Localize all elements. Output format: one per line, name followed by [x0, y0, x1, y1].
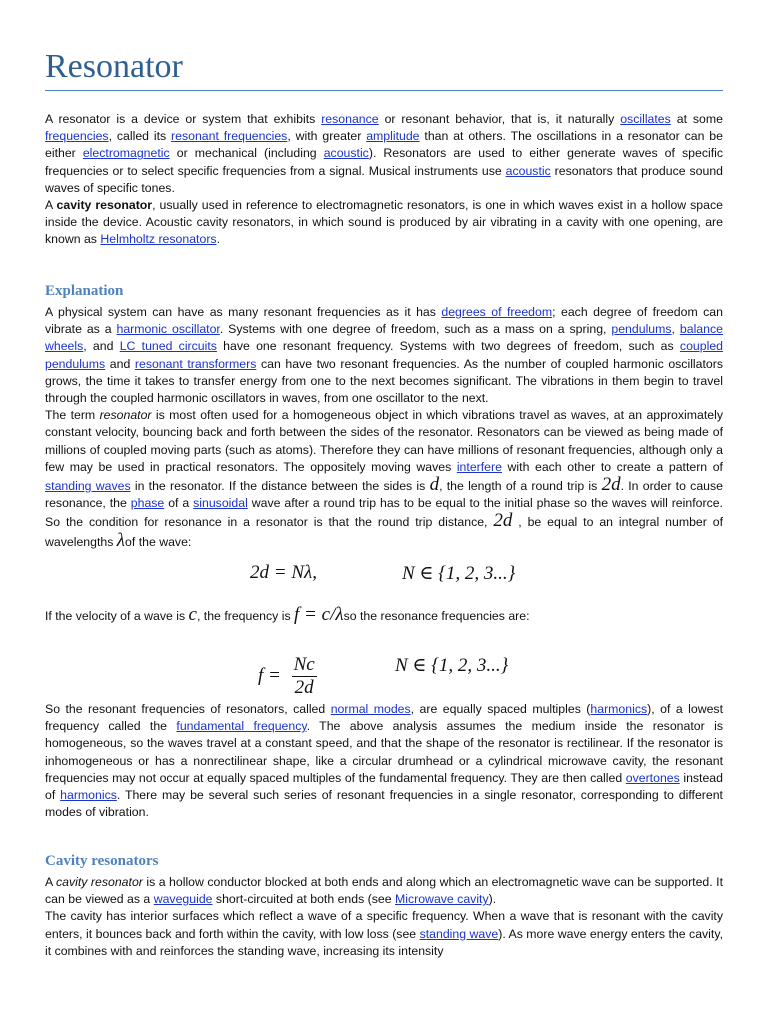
bold-term: cavity resonator: [56, 198, 153, 213]
fraction-numerator: Nc: [293, 654, 315, 675]
text-run: , called its: [108, 129, 172, 144]
link-acoustic[interactable]: acoustic: [323, 146, 369, 161]
cavity-paragraph-1: [45, 874, 723, 908]
explanation-paragraph-2: [45, 407, 723, 551]
equation-n-set-2: [395, 654, 508, 677]
text-run: or resonant behavior, that is, it naturally: [378, 112, 621, 126]
link-sinusoidal[interactable]: sinusoidal: [193, 496, 248, 511]
text-run: . The above analysis assumes the medium inside the resonator is homogeneous, so the waves travel at a constant speed, and that the shape of the resonator is rectilinear. If the resonator is inhomogeneous or has a nonrectilinear shape, like a circular drumhead or a cylindrical microwave cavity, the resonant frequencies may not occur at equally spaced multiples of the fundamental frequency. They are then called: [45, 719, 723, 785]
text-run: or mechanical (including: [169, 146, 324, 161]
text-run: ), of a lowest frequency called the: [45, 702, 723, 734]
text-run: A resonator is a device or system that exhibits: [45, 112, 322, 126]
text-run: , are equally spaced multiples (: [410, 702, 591, 716]
text-run: , usually used in reference to electromagnetic resonators, is one in which waves exist in a hollow space inside the device. Acoustic cavity resonators, in which sound is produced by air vibrating in a cavity with one opening, are known as: [45, 198, 723, 247]
text-run: , with greater: [287, 129, 367, 144]
link-standing-wave[interactable]: standing wave: [419, 926, 499, 941]
explanation-section: [45, 304, 723, 551]
text-run: A physical system can have as many resonant frequencies as it has: [45, 305, 442, 319]
fraction: [292, 654, 317, 699]
text-run: , and: [83, 339, 120, 354]
text-run: The term: [45, 408, 100, 423]
text-run: ).: [488, 892, 497, 907]
equation-right-2: N ∈ {1, 2, 3...}: [395, 655, 509, 676]
text-run: ,: [671, 322, 680, 337]
velocity-text-post: so the resonance frequencies are:: [343, 609, 530, 623]
text-run: than at others. The oscillations in a resonator can be either: [45, 129, 723, 161]
text-run: can have two resonant frequencies. As the number of coupled harmonic oscillators grows, the time it takes to transfer energy from one to the next becomes significant. The vibrations in them begin to travel through the coupled harmonic oscillators in waves, from one oscillator to the next.: [45, 356, 723, 406]
link-microwave-cavity[interactable]: Microwave cavity: [395, 892, 489, 907]
text-run: of a: [164, 496, 194, 511]
equation-right: N ∈ {1, 2, 3...}: [402, 563, 516, 584]
velocity-text-mid: , the frequency is: [196, 609, 295, 623]
text-run: wave after a round trip has to be equal to the initial phase so the waves will reinforce. So the condition for resonance in a resonator is that the round trip distance,: [45, 496, 723, 530]
link-phase[interactable]: phase: [130, 496, 165, 511]
section-heading-explanation: Explanation: [45, 283, 124, 299]
equation-left: 2d = Nλ,: [250, 562, 317, 583]
italic-term: resonator: [99, 408, 152, 423]
link-acoustic[interactable]: acoustic: [505, 163, 551, 178]
text-run: , be equal to an integral number of wavelengths: [45, 515, 723, 549]
cavity-section: [45, 874, 723, 960]
link-standing-waves[interactable]: standing waves: [45, 479, 131, 494]
text-run: is a hollow conductor blocked at both ends and along which an electromagnetic wave can be supported. It can be viewed as a: [45, 875, 724, 907]
page-title: Resonator: [45, 48, 183, 85]
link-overtones[interactable]: overtones: [625, 770, 680, 785]
title-divider: [45, 90, 723, 91]
link-oscillates[interactable]: oscillates: [620, 112, 671, 126]
text-run: A: [45, 198, 57, 213]
cavity-paragraph-2: [45, 908, 723, 960]
text-run: . There may be several such series of resonant frequencies in a single resonator, corresponding to different modes of vibration.: [45, 788, 723, 820]
text-run: have one resonant frequency. Systems with two degrees of freedom, such as: [216, 339, 680, 354]
text-run: short-circuited at both ends (see: [212, 892, 395, 907]
link-coupled-pendulums[interactable]: coupled pendulums: [45, 339, 723, 371]
equation-round-trip: [250, 562, 317, 584]
text-run: ). As more wave energy enters the cavity, it combines with and reinforces the standing wave, increasing its intensity: [45, 926, 723, 958]
text-run: instead of: [45, 770, 723, 803]
link-harmonics[interactable]: harmonics: [590, 702, 648, 716]
intro-paragraph-1: [45, 111, 723, 197]
text-run: resonators that produce sound waves of specific tones.: [45, 163, 724, 195]
text-run: is most often used for a homogeneous object in which vibrations travel as waves, at an approximately constant velocity, bouncing back and forth between the sides of the resonator. Resonators can be viewed as being made of millions of coupled moving parts (such as atoms). Therefore they can have millions of resonant frequencies, although only a few may be used in practical resonators. The oppositely moving waves: [45, 408, 723, 474]
link-resonant-frequencies[interactable]: resonant frequencies: [171, 129, 288, 144]
text-run: , the length of a round trip is: [439, 479, 602, 494]
harmonics-section: [45, 701, 723, 821]
text-run: at some: [670, 112, 723, 126]
explanation-paragraph-3: [45, 701, 723, 821]
link-pendulums[interactable]: pendulums: [611, 322, 672, 337]
link-lc-tuned-circuits[interactable]: LC tuned circuits: [119, 339, 217, 354]
text-run: ). Resonators are used to either generate waves of specific frequencies or to select specific frequencies from a signal. Musical instruments use: [45, 146, 723, 178]
text-run: and: [105, 356, 135, 371]
link-harmonic-oscillator[interactable]: harmonic oscillator: [116, 322, 220, 337]
italic-term: cavity resonator: [56, 875, 143, 889]
link-balance-wheels[interactable]: balance wheels: [45, 322, 723, 354]
equation-f: f =: [258, 664, 281, 686]
text-run: So the resonant frequencies of resonators, called: [45, 702, 331, 716]
text-run: .: [216, 232, 220, 247]
intro-paragraph-2: [45, 197, 723, 249]
link-electromagnetic[interactable]: electromagnetic: [82, 146, 170, 161]
text-run: in the resonator. If the distance between the sides is: [130, 479, 430, 494]
section-heading-cavity: Cavity resonators: [45, 853, 159, 869]
text-run: . In order to cause resonance, the: [45, 479, 723, 511]
fraction-denominator: 2d: [294, 677, 314, 698]
equation-n-set-1: [402, 562, 515, 585]
frequency-equation-inline: f = c/λ: [294, 604, 344, 625]
inline-math: 2d: [601, 474, 621, 496]
link-fundamental-frequency[interactable]: fundamental frequency: [176, 719, 307, 734]
text-run: of the wave:: [125, 534, 192, 549]
link-resonant-transformers[interactable]: resonant transformers: [134, 356, 257, 371]
link-normal-modes[interactable]: normal modes: [330, 702, 411, 716]
text-run: with each other to create a pattern of: [501, 459, 723, 474]
text-run: ; each degree of freedom can vibrate as a: [45, 305, 723, 337]
intro-section: [45, 111, 723, 249]
link-harmonics[interactable]: harmonics: [60, 788, 117, 803]
link-resonance[interactable]: resonance: [321, 112, 379, 126]
link-helmholtz-resonators[interactable]: Helmholtz resonators: [100, 232, 217, 247]
link-degrees-of-freedom[interactable]: degrees of freedom: [441, 305, 553, 319]
text-run: The cavity has interior surfaces which reflect a wave of a specific frequency. When a wave that is resonant with the cavity enters, it bounces back and forth within the cavity, with low loss (see: [45, 909, 723, 941]
link-waveguide[interactable]: waveguide: [153, 892, 213, 907]
link-amplitude[interactable]: amplitude: [366, 129, 420, 144]
link-interfere[interactable]: interfere: [456, 459, 502, 474]
link-frequencies[interactable]: frequencies: [45, 129, 109, 144]
equation-frequency: [258, 654, 317, 699]
explanation-paragraph-1: [45, 304, 723, 407]
text-run: A: [45, 875, 57, 889]
velocity-text-pre: If the velocity of a wave is: [45, 609, 189, 623]
velocity-symbol: c: [188, 604, 197, 625]
velocity-line: [45, 604, 723, 626]
inline-math: d: [429, 474, 440, 496]
inline-math: 2d: [493, 510, 513, 532]
inline-math: λ: [116, 529, 126, 551]
text-run: . Systems with one degree of freedom, such as a mass on a spring,: [219, 322, 612, 337]
